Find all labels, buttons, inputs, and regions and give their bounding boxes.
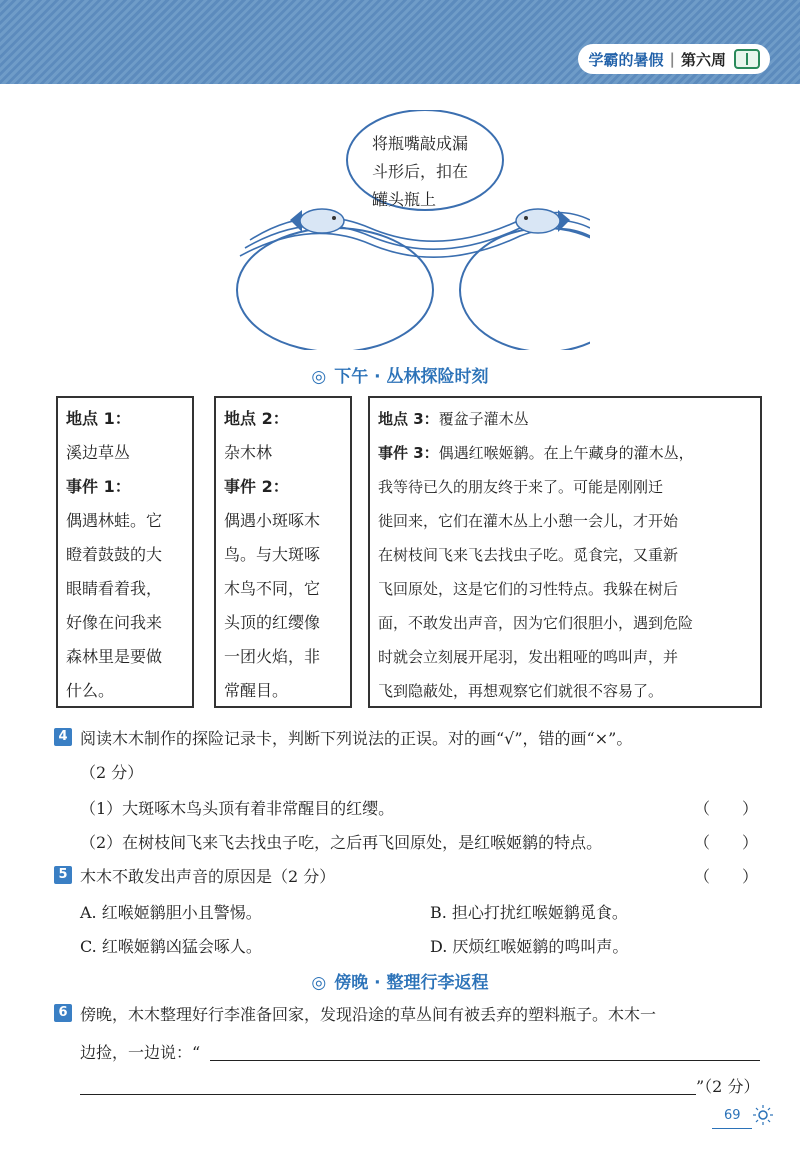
card-event-line: 森林里是要做 bbox=[66, 647, 163, 666]
q6-answer-line-1[interactable] bbox=[210, 1060, 760, 1061]
card-event-line: 瞪着鼓鼓的大 bbox=[66, 545, 163, 564]
record-card-3 bbox=[368, 396, 762, 708]
card-event-line: 时就会立刻展开尾羽，发出粗哑的鸣叫声，并 bbox=[378, 648, 679, 666]
q6-line-2: 边捡，一边说：“ bbox=[80, 1043, 201, 1062]
card-event-line: 常醒目。 bbox=[224, 681, 289, 700]
record-card-1 bbox=[56, 396, 194, 708]
card-event-line: 偶遇小斑啄木 bbox=[224, 511, 321, 530]
right-circle bbox=[460, 228, 590, 350]
q5-option-c[interactable]: C. 红喉姬鹟凶猛会啄人。 bbox=[80, 937, 262, 956]
q6-score: ”（2 分） bbox=[696, 1077, 760, 1096]
bubble-line: 斗形后，扣在 bbox=[372, 162, 469, 181]
card-event-line: 鸟。与大斑啄 bbox=[224, 545, 321, 564]
question-number-5: 5 bbox=[54, 866, 72, 884]
card-event-line: 偶遇林蛙。它 bbox=[66, 511, 163, 530]
card-place: 覆盆子灌木丛 bbox=[438, 410, 529, 428]
q5-stem: 木木不敢发出声音的原因是（2 分） bbox=[80, 867, 336, 886]
card-event-label: 事件 3： bbox=[378, 444, 439, 462]
card-event-line: 飞回原处，这是它们的习性特点。我躲在树后 bbox=[378, 580, 679, 598]
week-label: 第六周 bbox=[680, 50, 726, 69]
circle-mark-icon: ◎ bbox=[311, 973, 327, 993]
sun-icon bbox=[752, 1104, 774, 1126]
card-place-label: 地点 2： bbox=[224, 409, 289, 428]
q6-answer-line-2[interactable] bbox=[80, 1094, 696, 1095]
card-event-label: 事件 1： bbox=[66, 477, 131, 496]
card-event-line: 徙回来，它们在灌木丛上小憩一会儿，才开始 bbox=[378, 512, 679, 530]
series-title: 学霸的暑假 bbox=[588, 50, 664, 69]
card-event-line: 好像在问我来 bbox=[66, 613, 163, 632]
separator: | bbox=[669, 50, 675, 68]
q4-answer-blank-1[interactable]: （ ） bbox=[694, 799, 759, 818]
card-event-line: 在树枝间飞来飞去找虫子吃。觅食完，又重新 bbox=[378, 546, 679, 564]
card-event-line: 一团火焰，非 bbox=[224, 647, 321, 666]
card-event-line: 飞到隐蔽处，再想观察它们就很不容易了。 bbox=[378, 682, 664, 700]
record-card-2 bbox=[214, 396, 352, 708]
page-number: 69 bbox=[724, 1108, 741, 1123]
q5-option-b[interactable]: B. 担心打扰红喉姬鹟觅食。 bbox=[430, 903, 628, 922]
bubble-text bbox=[372, 130, 482, 214]
card-place-label: 地点 1： bbox=[66, 409, 131, 428]
q4-score: （2 分） bbox=[80, 763, 144, 782]
card-event-line: 木鸟不同，它 bbox=[224, 579, 321, 598]
circle-mark-icon: ◎ bbox=[311, 367, 327, 387]
card-event-label: 事件 2： bbox=[224, 477, 289, 496]
question-number-4: 4 bbox=[54, 728, 72, 746]
series-badge bbox=[578, 44, 770, 74]
bubble-line: 罐头瓶上 bbox=[372, 190, 437, 209]
q4-item-2: （2）在树枝间飞来飞去找虫子吃，之后再飞回原处，是红喉姬鹟的特点。 bbox=[80, 833, 603, 852]
q5-option-d[interactable]: D. 厌烦红喉姬鹟的鸣叫声。 bbox=[430, 937, 629, 956]
section-title-afternoon: ◎ 下午 · 丛林探险时刻 bbox=[311, 367, 489, 387]
card-place-label: 地点 3： bbox=[378, 410, 439, 428]
q4-item-1: （1）大斑啄木鸟头顶有着非常醒目的红缨。 bbox=[80, 799, 395, 818]
q5-option-a[interactable]: A. 红喉姬鹟胆小且警惕。 bbox=[80, 903, 262, 922]
card-event-line: 眼睛看着我， bbox=[66, 579, 163, 598]
q4-answer-blank-2[interactable]: （ ） bbox=[694, 833, 759, 852]
page-header bbox=[0, 0, 800, 84]
q6-line-1: 傍晚，木木整理好行李准备回家，发现沿途的草丛间有被丢弃的塑料瓶子。木木一 bbox=[80, 1005, 657, 1024]
experiment-diagram bbox=[230, 110, 590, 350]
card-event-line: 偶遇红喉姬鹟。在上午藏身的灌木丛， bbox=[438, 444, 694, 462]
card-event-line: 我等待已久的朋友终于来了。可能是刚刚迁 bbox=[378, 478, 664, 496]
q4-stem: 阅读木木制作的探险记录卡，判断下列说法的正误。对的画“√”，错的画“×”。 bbox=[80, 729, 633, 748]
bubble-line: 将瓶嘴敲成漏 bbox=[372, 134, 469, 153]
book-icon bbox=[734, 49, 760, 69]
card-event-line: 面，不敢发出声音，因为它们很胆小，遇到危险 bbox=[378, 614, 694, 632]
section-title-evening: ◎ 傍晚 · 整理行李返程 bbox=[311, 973, 489, 993]
question-number-6: 6 bbox=[54, 1004, 72, 1022]
fish-left-icon bbox=[290, 209, 344, 233]
card-event-line: 头顶的红缨像 bbox=[224, 613, 321, 632]
card-event-line: 什么。 bbox=[66, 681, 115, 700]
card-place: 杂木林 bbox=[224, 443, 273, 462]
q5-answer-blank[interactable]: （ ） bbox=[694, 867, 759, 886]
footer-rule bbox=[712, 1128, 752, 1129]
card-place: 溪边草丛 bbox=[66, 443, 131, 462]
